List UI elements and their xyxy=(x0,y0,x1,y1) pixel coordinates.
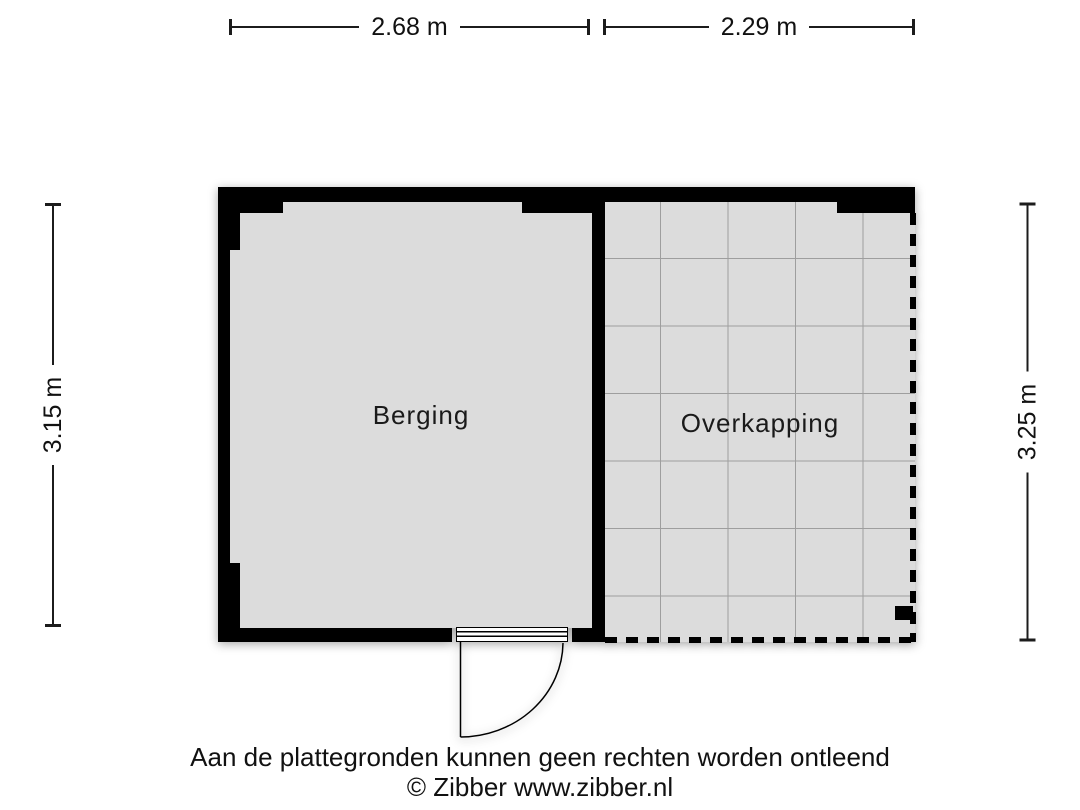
dimension-label: 2.68 m xyxy=(359,13,459,41)
post xyxy=(895,606,913,620)
footer-disclaimer: Aan de plattegronden kunnen geen rechten worden ontleend xyxy=(190,742,890,772)
wall-left-pier-top xyxy=(218,187,240,250)
footer-copyright: © Zibber www.zibber.nl xyxy=(406,772,674,802)
room-label-overkapping: Overkapping xyxy=(680,408,840,438)
dimension-label: 3.15 m xyxy=(39,365,67,465)
door-swing-arc xyxy=(461,643,564,737)
room-label-berging: Berging xyxy=(372,400,470,430)
dimension-label: 2.29 m xyxy=(709,13,809,41)
overkapping-boundary-bottom xyxy=(605,637,916,643)
wall-pier-top-right xyxy=(837,187,915,213)
wall-bottom-left xyxy=(218,628,452,642)
door-panel xyxy=(456,627,568,642)
dimension-label: 3.25 m xyxy=(1014,372,1042,472)
